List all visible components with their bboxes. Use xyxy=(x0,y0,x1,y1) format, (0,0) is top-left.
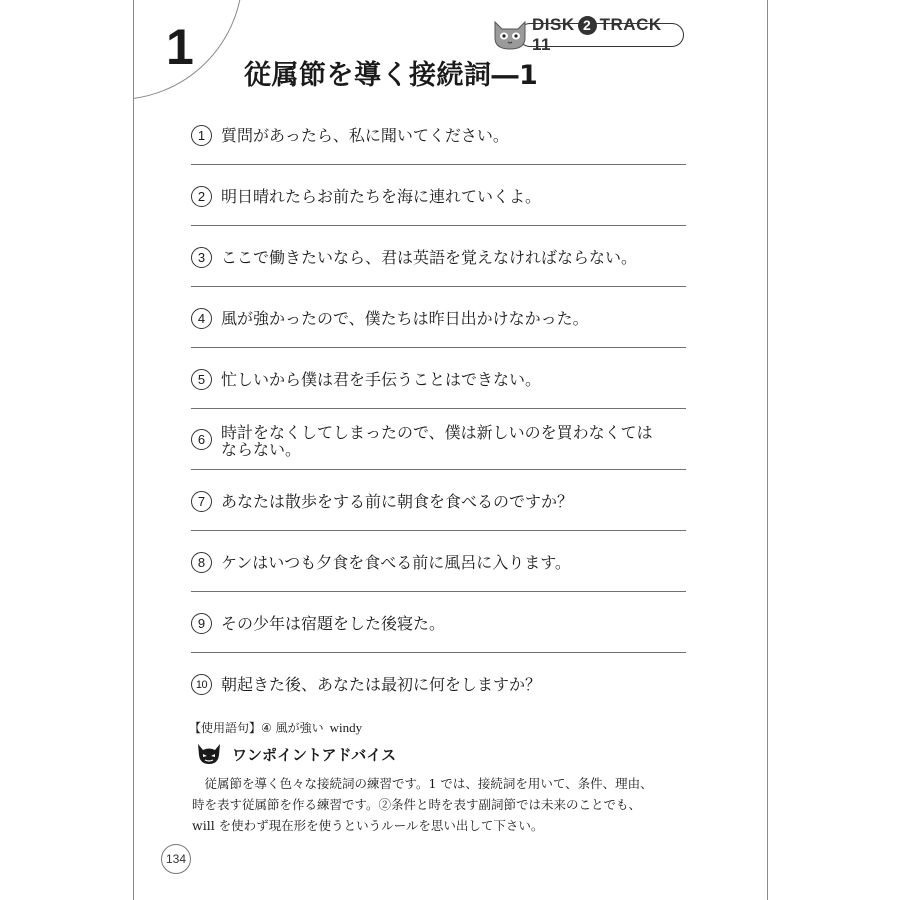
advice-title: ワンポイントアドバイス xyxy=(232,745,397,764)
answer-line[interactable] xyxy=(191,652,686,653)
question-number: 6 xyxy=(191,429,212,450)
answer-line[interactable] xyxy=(191,591,686,592)
advice-line: 従属節を導く色々な接続詞の練習です。1 では、接続詞を用いて、条件、理由、 xyxy=(192,776,653,791)
advice-body xyxy=(192,773,692,836)
question-number: 9 xyxy=(191,613,212,634)
track-label: TRACK 11 xyxy=(532,15,662,54)
answer-line[interactable] xyxy=(191,530,686,531)
question-text: 明日晴れたらお前たちを海に連れていくよ。 xyxy=(221,187,542,206)
question-number: 2 xyxy=(191,186,212,207)
book-page xyxy=(133,0,768,900)
answer-line[interactable] xyxy=(191,347,686,348)
question-number: 1 xyxy=(191,125,212,146)
disk-number: 2 xyxy=(578,16,597,35)
page-title: 従属節を導く接続詞―1 xyxy=(244,60,539,91)
question-text: 質問があったら、私に聞いてください。 xyxy=(221,126,509,145)
answer-line[interactable] xyxy=(191,164,686,165)
question-text: 風が強かったので、僕たちは昨日出かけなかった。 xyxy=(221,309,589,328)
answer-line[interactable] xyxy=(191,225,686,226)
track-badge xyxy=(518,15,684,54)
vocab-word: windy xyxy=(329,720,363,735)
question-text: 時計をなくしてしまったので、僕は新しいのを買わなくては xyxy=(221,423,653,442)
question-text: ケンはいつも夕食を食べる前に風呂に入ります。 xyxy=(221,553,571,572)
vocab-label: 【使用語句】④ 風が強い xyxy=(189,721,324,735)
answer-line[interactable] xyxy=(191,408,686,409)
question-number: 8 xyxy=(191,552,212,573)
question-text: あなたは散歩をする前に朝食を食べるのですか？ xyxy=(221,492,574,511)
cat-icon xyxy=(491,16,529,52)
question-number: 7 xyxy=(191,491,212,512)
chapter-number: 1 xyxy=(166,19,194,75)
answer-line[interactable] xyxy=(191,286,686,287)
page-number: 134 xyxy=(161,844,191,874)
advice-line: 時を表す従属節を作る練習です。②条件と時を表す副詞節では未来のことでも、 xyxy=(192,797,642,812)
advice-heading xyxy=(196,742,396,766)
question-text: 忙しいから僕は君を手伝うことはできない。 xyxy=(221,370,542,389)
vocab-note xyxy=(189,719,362,736)
question-text: ここで働きたいなら、君は英語を覚えなければならない。 xyxy=(221,248,638,267)
question-text-continued: ならない。 xyxy=(221,440,302,459)
question-text: その少年は宿題をした後寝た。 xyxy=(221,614,446,633)
question-number: 10 xyxy=(191,674,212,695)
advice-line: will を使わず現在形を使うというルールを思い出して下さい。 xyxy=(192,818,544,833)
question-text: 朝起きた後、あなたは最初に何をしますか？ xyxy=(221,675,542,694)
question-number: 3 xyxy=(191,247,212,268)
disk-label: DISK xyxy=(532,15,575,34)
question-number: 5 xyxy=(191,369,212,390)
devil-icon xyxy=(196,742,222,766)
question-number: 4 xyxy=(191,308,212,329)
answer-line[interactable] xyxy=(191,469,686,470)
